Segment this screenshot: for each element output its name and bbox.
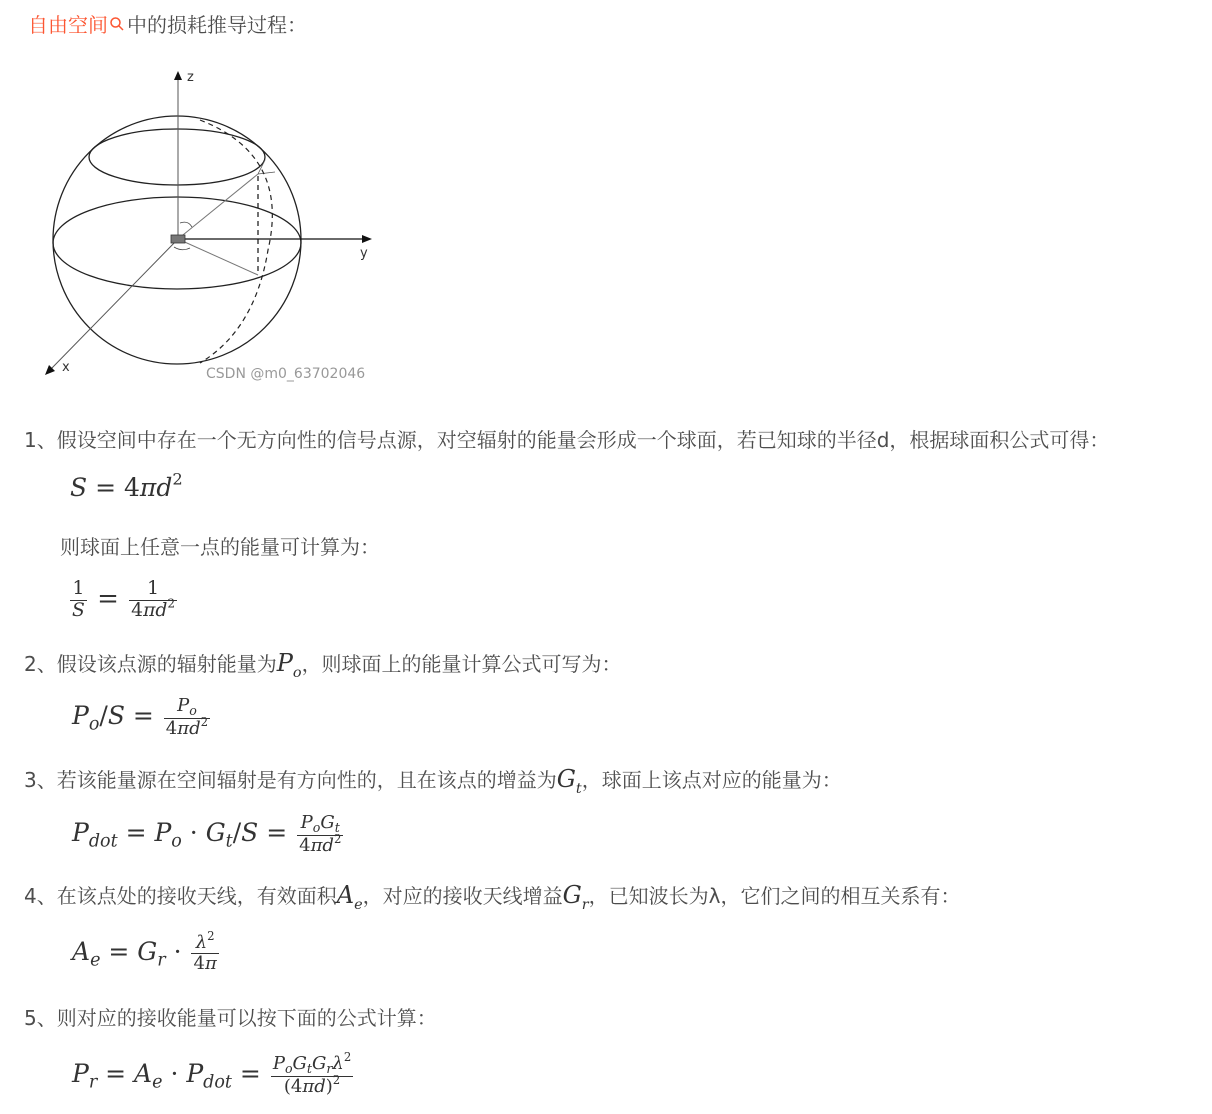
axis-x-label: x bbox=[62, 360, 70, 375]
inline-Po: $P_o$ bbox=[276, 649, 302, 681]
formula-sphere-area: $S = 4\pi d^2$ bbox=[70, 469, 183, 502]
axis-z-label: z bbox=[187, 70, 194, 85]
step-4-text: 4、在该点处的接收天线，有效面积$A_e$，对应的接收天线增益$G_r$，已知波长为λ，它们之间的相互关系有： bbox=[24, 881, 961, 913]
inline-Gr: $G_r$ bbox=[562, 881, 589, 913]
formula-pdot: $P_{dot} = P_o \cdot G_t/S$ = $\frac{P_oG_t}{4\pi d^2}$ bbox=[72, 812, 342, 857]
formula-effective-area: $A_e = G_r$ · $\frac{\lambda^2}{4\pi}$ bbox=[72, 928, 217, 974]
step-3-text: 3、若该能量源在空间辐射是有方向性的，且在该点的增益为$G_t$，球面上该点对应的能量为： bbox=[24, 765, 842, 797]
watermark: CSDN @m0_63702046 bbox=[206, 366, 366, 382]
heading-text: 中的损耗推导过程： bbox=[127, 13, 307, 37]
step-1-text: 1、假设空间中存在一个无方向性的信号点源，对空辐射的能量会形成一个球面，若已知球的半径d，根据球面积公式可得： bbox=[24, 428, 1110, 452]
section-heading bbox=[28, 10, 307, 40]
step-2-text: 2、假设该点源的辐射能量为$P_o$，则球面上的能量计算公式可写为： bbox=[24, 649, 622, 681]
search-icon[interactable] bbox=[109, 10, 125, 40]
formula-received-power: $P_r = A_e \cdot P_{dot}$ = $\frac{P_oG_tG_r\lambda^2}{(4\pi d)^2}$ bbox=[72, 1049, 352, 1098]
step-1b-text: 则球面上任意一点的能量可计算为： bbox=[60, 535, 380, 559]
formula-inverse-area: $\frac{1}{S}$ = $\frac{1}{4\pi d^2}$ bbox=[72, 578, 176, 621]
axis-y-label: y bbox=[360, 246, 368, 261]
keyword-link[interactable]: 自由空间 bbox=[28, 13, 108, 37]
inline-Gt: $G_t$ bbox=[556, 765, 582, 797]
step-5-text: 5、则对应的接收能量可以按下面的公式计算： bbox=[24, 1006, 437, 1030]
inline-Ae: $A_e$ bbox=[336, 881, 363, 913]
formula-power-density: $P_o/S$ = $\frac{P_o}{4\pi d^2}$ bbox=[72, 695, 209, 740]
sphere-diagram bbox=[40, 65, 385, 390]
